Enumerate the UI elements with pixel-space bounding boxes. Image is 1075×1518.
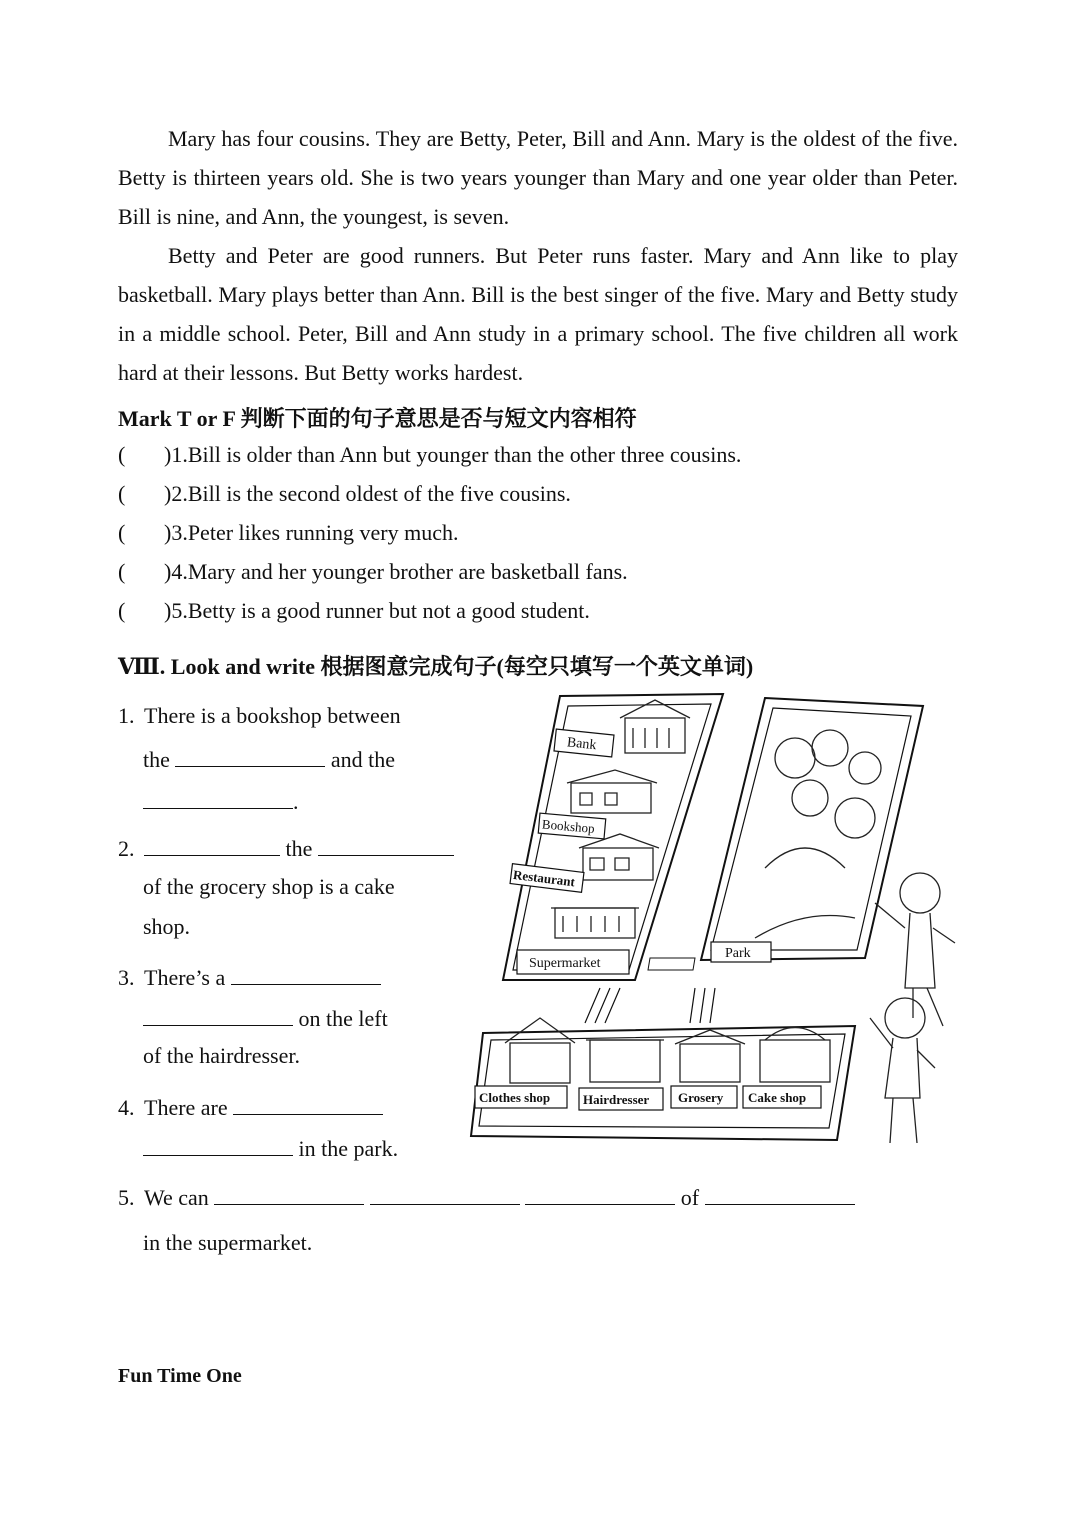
tf-paren: ( — [118, 520, 126, 545]
question-3 — [118, 962, 381, 991]
question-3-line-3: of the hairdresser. — [143, 1043, 300, 1068]
map-label-park: Park — [725, 946, 751, 961]
question-text: and the — [330, 747, 396, 772]
bookshop-building-icon — [567, 770, 657, 813]
tf-item-5 — [118, 591, 590, 630]
supermarket-building-icon — [551, 908, 639, 938]
answer-blank[interactable] — [705, 1182, 855, 1205]
crosswalk-left — [585, 988, 620, 1023]
map-label-grocery: Grosery — [678, 1090, 724, 1105]
true-false-heading: Mark T or F 判断下面的句子意思是否与短文内容相符 — [118, 406, 637, 431]
answer-blank[interactable] — [231, 962, 381, 985]
park-block-inner — [711, 708, 911, 950]
question-4-line-2 — [143, 1133, 398, 1162]
tf-item-3 — [118, 513, 459, 552]
passage-paragraph-1: Mary has four cousins. They are Betty, Peter, Bill and Ann. Mary is the oldest of the five. Betty is thirteen years old. She is two years younger than Mary and one year older than Peter. Bill is nine, and Ann, the youngest, is seven. — [118, 126, 958, 229]
question-1-line-3 — [143, 786, 299, 815]
question-5 — [118, 1182, 855, 1211]
hairdresser-building-icon — [586, 1040, 664, 1082]
tf-paren: ( — [118, 481, 126, 506]
answer-blank[interactable] — [144, 833, 280, 856]
answer-blank[interactable] — [143, 786, 293, 809]
bottom-block-inner — [479, 1034, 845, 1128]
question-text: in the park. — [298, 1136, 399, 1161]
town-map-illustration — [465, 688, 985, 1158]
tf-statement: )5.Betty is a good runner but not a good student. — [164, 598, 590, 623]
answer-blank[interactable] — [233, 1092, 383, 1115]
question-number: 4. — [118, 1095, 135, 1120]
clothes-shop-building-icon — [505, 1018, 575, 1083]
girl-figure-icon — [875, 873, 955, 1026]
boy-figure-icon — [870, 998, 935, 1143]
passage-paragraph-2: Betty and Peter are good runners. But Peter runs faster. Mary and Ann like to play basketball. Mary plays better than Ann. Bill is the best singer of the five. Mary and Betty study in a middle school. Peter, Bill and Ann study in a primary school. The five children all work hard at their lessons. But Betty works hardest. — [118, 243, 958, 385]
road-stripes — [648, 958, 695, 970]
tf-statement: )4.Mary and her younger brother are basketball fans. — [164, 559, 628, 584]
question-number: 2. — [118, 836, 135, 861]
tf-paren: ( — [118, 598, 126, 623]
question-text: There is a bookshop between — [144, 703, 401, 728]
tf-paren: ( — [118, 442, 126, 467]
map-label-bank: Bank — [566, 735, 598, 754]
question-text: We can — [144, 1185, 209, 1210]
answer-blank[interactable] — [525, 1182, 675, 1205]
map-label-bookshop: Bookshop — [541, 816, 596, 836]
section-title-fun-time: Fun Time One — [118, 1365, 242, 1387]
grocery-building-icon — [675, 1030, 745, 1082]
answer-blank[interactable] — [214, 1182, 364, 1205]
question-1 — [118, 703, 401, 729]
question-4 — [118, 1092, 383, 1121]
crosswalk-right — [690, 988, 715, 1023]
question-5-line-2: in the supermarket. — [143, 1230, 313, 1255]
question-text: There’s a — [144, 965, 226, 990]
answer-blank[interactable] — [143, 1003, 293, 1026]
question-3-line-2 — [143, 1003, 388, 1032]
question-number: 5. — [118, 1185, 135, 1210]
question-text: on the left — [298, 1006, 388, 1031]
question-text: the — [143, 747, 170, 772]
look-write-heading: Ⅷ. Look and write 根据图意完成句子(每空只填写一个英文单词) — [118, 654, 754, 679]
question-1-line-2 — [143, 744, 395, 773]
tf-item-1 — [118, 435, 741, 474]
question-2 — [118, 833, 454, 862]
cake-shop-building-icon — [760, 1028, 830, 1083]
answer-blank[interactable] — [370, 1182, 520, 1205]
question-text: the — [285, 836, 313, 861]
tf-item-4 — [118, 552, 628, 591]
answer-blank[interactable] — [318, 833, 454, 856]
answer-blank[interactable] — [143, 1133, 293, 1156]
park-block-outline — [701, 698, 923, 960]
answer-blank[interactable] — [175, 744, 325, 767]
map-label-restaurant: Restaurant — [512, 866, 576, 890]
tf-statement: )1.Bill is older than Ann but younger than the other three cousins. — [164, 442, 742, 467]
tf-statement: )2.Bill is the second oldest of the five cousins. — [164, 481, 571, 506]
question-number: 1. — [118, 703, 135, 728]
tf-paren: ( — [118, 559, 126, 584]
tf-statement: )3.Peter likes running very much. — [164, 520, 459, 545]
question-text: of — [680, 1185, 700, 1210]
bank-building-icon — [620, 700, 690, 753]
park-trees-icon — [755, 730, 881, 938]
map-label-cake-shop: Cake shop — [748, 1090, 807, 1105]
question-2-line-2: of the grocery shop is a cake — [143, 874, 395, 899]
map-label-hairdresser: Hairdresser — [583, 1092, 650, 1107]
question-number: 3. — [118, 965, 135, 990]
tf-item-2 — [118, 474, 571, 513]
question-text: . — [293, 789, 299, 814]
map-label-supermarket: Supermarket — [529, 956, 601, 971]
question-text: There are — [144, 1095, 228, 1120]
map-label-clothes-shop: Clothes shop — [479, 1090, 551, 1105]
restaurant-building-icon — [579, 834, 659, 880]
question-2-line-3: shop. — [143, 914, 191, 939]
